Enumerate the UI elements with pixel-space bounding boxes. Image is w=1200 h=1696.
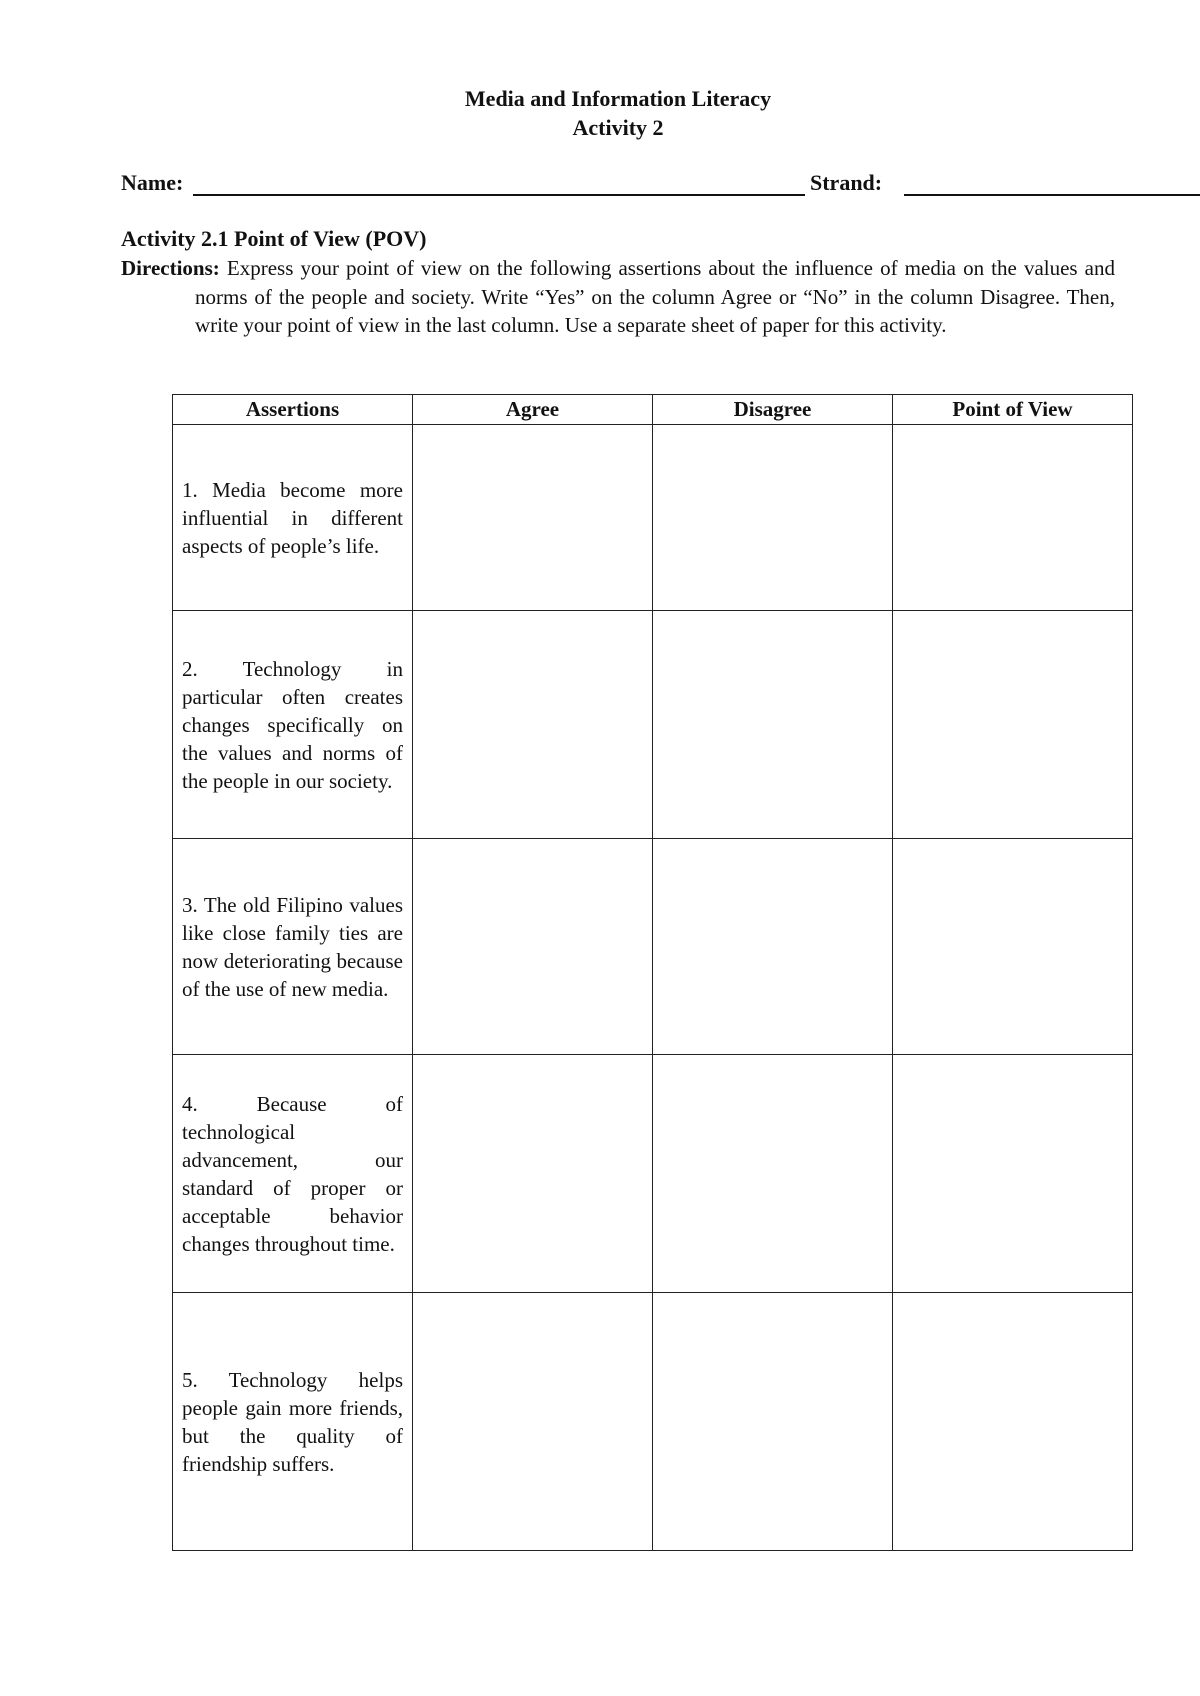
table-row — [173, 1293, 1133, 1551]
column-header-agree: Agree — [413, 395, 653, 425]
point-of-view-cell[interactable] — [893, 425, 1133, 611]
document-title-block — [0, 84, 1200, 142]
table-header-row — [173, 395, 1133, 425]
column-header-disagree: Disagree — [653, 395, 893, 425]
table-row — [173, 839, 1133, 1055]
name-strand-row — [121, 170, 1111, 202]
agree-cell[interactable] — [413, 425, 653, 611]
directions-label: Directions: — [121, 256, 220, 280]
table-row — [173, 425, 1133, 611]
pov-table — [172, 394, 1133, 1551]
point-of-view-cell[interactable] — [893, 1293, 1133, 1551]
assertion-cell: 5. Technology helps people gain more friends, but the quality of friendship suffers. — [173, 1293, 413, 1551]
column-header-point-of-view: Point of View — [893, 395, 1133, 425]
agree-cell[interactable] — [413, 1293, 653, 1551]
assertion-cell: 4. Because of technological advancement, our standard of proper or acceptable behavior changes throughout time. — [173, 1055, 413, 1293]
directions-text: Express your point of view on the following assertions about the influence of media on the values and norms of the people and society. Write “Yes” on the column Agree or “No” in the column Disagree. Then, write your point of view in the last column. Use a separate sheet of paper for this activity. — [195, 256, 1116, 337]
column-header-assertions: Assertions — [173, 395, 413, 425]
disagree-cell[interactable] — [653, 611, 893, 839]
strand-field[interactable] — [904, 194, 1200, 196]
disagree-cell[interactable] — [653, 425, 893, 611]
strand-label: Strand: — [810, 170, 883, 195]
point-of-view-cell[interactable] — [893, 611, 1133, 839]
agree-cell[interactable] — [413, 839, 653, 1055]
agree-cell[interactable] — [413, 1055, 653, 1293]
point-of-view-cell[interactable] — [893, 839, 1133, 1055]
activity-heading: Activity 2.1 Point of View (POV) — [121, 226, 427, 251]
disagree-cell[interactable] — [653, 1293, 893, 1551]
point-of-view-cell[interactable] — [893, 1055, 1133, 1293]
activity-title: Activity 2 — [572, 115, 664, 140]
name-field[interactable] — [193, 194, 805, 196]
name-label: Name: — [121, 170, 184, 195]
agree-cell[interactable] — [413, 611, 653, 839]
disagree-cell[interactable] — [653, 839, 893, 1055]
disagree-cell[interactable] — [653, 1055, 893, 1293]
assertion-cell: 2. Technology in particular often creates changes specifically on the values and norms of the people in our society. — [173, 611, 413, 839]
table-row — [173, 611, 1133, 839]
assertion-cell: 3. The old Filipino values like close family ties are now deteriorating because of the use of new media. — [173, 839, 413, 1055]
course-title: Media and Information Literacy — [464, 86, 772, 111]
assertion-cell: 1. Media become more influential in different aspects of people’s life. — [173, 425, 413, 611]
table-row — [173, 1055, 1133, 1293]
directions-paragraph — [121, 254, 1115, 340]
